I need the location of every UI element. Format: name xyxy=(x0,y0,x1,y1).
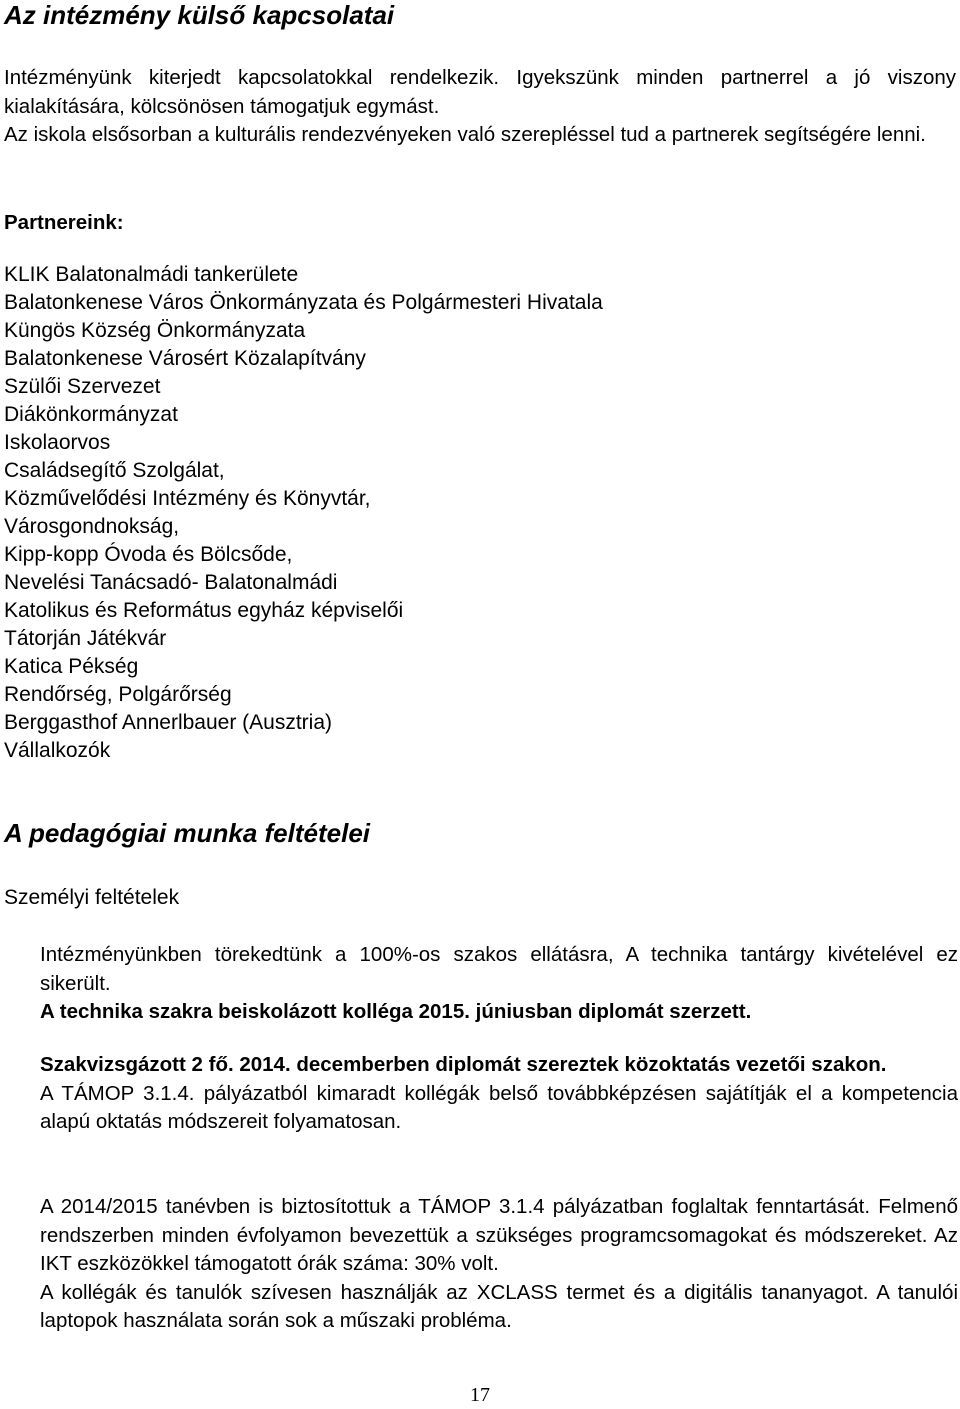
partner-list-item: Tátorján Játékvár xyxy=(4,627,167,650)
partner-list-item: Nevelési Tanácsadó- Balatonalmádi xyxy=(4,571,338,594)
partner-list-item: Vállalkozók xyxy=(4,739,111,762)
paragraph-block-ikt xyxy=(40,1193,958,1336)
body-paragraph-bold: Szakvizsgázott 2 fő. 2014. decemberben diplomát szereztek közoktatás vezetői szakon. xyxy=(40,1053,887,1076)
body-paragraph: A kollégák és tanulók szívesen használják az XCLASS termet és a digitális tananyagot. A tanulói laptopok használata során sok a műszaki probléma. xyxy=(40,1280,958,1332)
partner-list-item: Városgondnokság, xyxy=(4,515,180,538)
partner-list-item: Diákönkormányzat xyxy=(4,403,178,426)
partner-list-item: KLIK Balatonalmádi tankerülete xyxy=(4,263,299,286)
partner-list-item: Iskolaorvos xyxy=(4,431,111,454)
partner-list-item: Berggasthof Annerlbauer (Ausztria) xyxy=(4,711,333,734)
body-paragraph: A 2014/2015 tanévben is biztosítottuk a TÁMOP 3.1.4 pályázatban foglaltak fenntartását. Felmenő rendszerben minden évfolyamon bevezettük a szükséges programcsomagokat és módszereket. Az IKT eszközökkel támogatott órák száma: 30% volt. xyxy=(40,1195,958,1275)
intro-text xyxy=(4,64,956,150)
partner-list-item: Kipp-kopp Óvoda és Bölcsőde, xyxy=(4,543,293,566)
partner-list-item: Szülői Szervezet xyxy=(4,375,161,398)
intro-paragraph: Az iskola elsősorban a kulturális rendezvényeken való szerepléssel tud a partnerek segítségére lenni. xyxy=(4,123,926,146)
section-title-pedagogical-conditions: A pedagógiai munka feltételei xyxy=(4,818,371,848)
partner-list-item: Katica Pékség xyxy=(4,655,139,678)
partner-list-item: Családsegítő Szolgálat, xyxy=(4,459,225,482)
page-number: 17 xyxy=(470,1384,490,1406)
body-paragraph: Intézményünkben törekedtünk a 100%-os szakos ellátásra, A technika tantárgy kivételével ez sikerült. xyxy=(40,943,958,995)
body-paragraph-bold: A technika szakra beiskolázott kolléga 2015. júniusban diplomát szerzett. xyxy=(40,1000,752,1023)
paragraph-block-training xyxy=(40,1051,958,1137)
partner-list xyxy=(4,261,603,765)
partner-list-item: Balatonkenese Városért Közalapítvány xyxy=(4,347,366,370)
paragraph-block-staffing xyxy=(40,941,958,1027)
partner-list-item: Balatonkenese Város Önkormányzata és Polgármesteri Hivatala xyxy=(4,291,603,314)
partners-heading: Partnereink: xyxy=(4,211,124,234)
section-title-external-relations: Az intézmény külső kapcsolatai xyxy=(4,0,395,30)
partner-list-item: Közművelődési Intézmény és Könyvtár, xyxy=(4,487,371,510)
partner-list-item: Katolikus és Református egyház képviselői xyxy=(4,599,404,622)
partner-list-item: Küngös Község Önkormányzata xyxy=(4,319,306,342)
partner-list-item: Rendőrség, Polgárőrség xyxy=(4,683,232,706)
body-paragraph: A TÁMOP 3.1.4. pályázatból kimaradt kollégák belső továbbképzésen sajátítják el a kompetencia alapú oktatás módszereit folyamatosan. xyxy=(40,1081,958,1133)
intro-paragraph: Intézményünk kiterjedt kapcsolatokkal rendelkezik. Igyekszünk minden partnerrel a jó viszony kialakítására, kölcsönösen támogatjuk egymást. xyxy=(4,66,956,118)
subheading-personnel: Személyi feltételek xyxy=(4,886,180,909)
